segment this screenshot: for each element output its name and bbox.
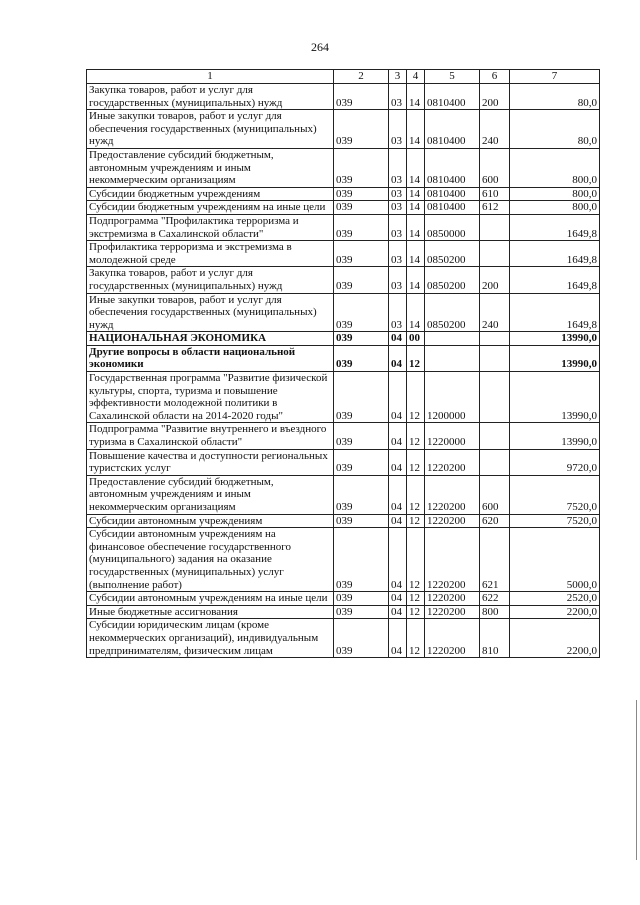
row-subsection-cell: 12 xyxy=(407,475,425,514)
row-subsection-cell: 12 xyxy=(407,423,425,449)
table-row xyxy=(87,345,600,371)
row-section-cell: 04 xyxy=(389,514,407,528)
table-row xyxy=(87,423,600,449)
table-row xyxy=(87,592,600,606)
row-amount-cell: 13990,0 xyxy=(510,423,600,449)
table-row xyxy=(87,514,600,528)
row-section-cell: 04 xyxy=(389,332,407,346)
row-subsection-cell: 12 xyxy=(407,372,425,423)
row-name-cell: Подпрограмма "Профилактика терроризма и экстремизма в Сахалинской области" xyxy=(87,214,334,240)
row-amount-cell: 7520,0 xyxy=(510,475,600,514)
header-cell: 1 xyxy=(87,70,334,84)
row-target-code-cell xyxy=(425,332,480,346)
row-section-cell: 04 xyxy=(389,423,407,449)
table-row xyxy=(87,372,600,423)
row-name-cell: Повышение качества и доступности региональных туристских услуг xyxy=(87,449,334,475)
budget-table xyxy=(86,69,600,658)
row-subsection-cell: 00 xyxy=(407,332,425,346)
table-row xyxy=(87,619,600,658)
table-row xyxy=(87,332,600,346)
row-expense-type-cell: 612 xyxy=(480,201,510,215)
row-section-cell: 03 xyxy=(389,187,407,201)
table-row xyxy=(87,449,600,475)
row-amount-cell: 1649,8 xyxy=(510,267,600,293)
row-code-cell: 039 xyxy=(334,619,389,658)
row-expense-type-cell: 800 xyxy=(480,605,510,619)
row-code-cell: 039 xyxy=(334,475,389,514)
row-name-cell: Закупка товаров, работ и услуг для государственных (муниципальных) нужд xyxy=(87,84,334,110)
row-subsection-cell: 12 xyxy=(407,528,425,592)
row-code-cell: 039 xyxy=(334,345,389,371)
row-amount-cell: 13990,0 xyxy=(510,345,600,371)
row-amount-cell: 5000,0 xyxy=(510,528,600,592)
header-cell: 3 xyxy=(389,70,407,84)
row-name-cell: Другие вопросы в области национальной экономики xyxy=(87,345,334,371)
row-target-code-cell: 1220200 xyxy=(425,619,480,658)
row-expense-type-cell: 240 xyxy=(480,110,510,149)
row-subsection-cell: 12 xyxy=(407,345,425,371)
row-amount-cell: 13990,0 xyxy=(510,332,600,346)
row-section-cell: 03 xyxy=(389,84,407,110)
row-name-cell: Государственная программа "Развитие физической культуры, спорта, туризма и повышение эффективности молодежной политики в Сахалинской области на 2014-2020 годы" xyxy=(87,372,334,423)
row-section-cell: 04 xyxy=(389,528,407,592)
row-section-cell: 03 xyxy=(389,214,407,240)
row-section-cell: 04 xyxy=(389,345,407,371)
row-section-cell: 03 xyxy=(389,293,407,332)
row-name-cell: Субсидии автономным учреждениям на иные цели xyxy=(87,592,334,606)
row-code-cell: 039 xyxy=(334,372,389,423)
row-expense-type-cell: 600 xyxy=(480,148,510,187)
row-expense-type-cell: 610 xyxy=(480,187,510,201)
row-amount-cell: 7520,0 xyxy=(510,514,600,528)
row-amount-cell: 2200,0 xyxy=(510,619,600,658)
row-subsection-cell: 12 xyxy=(407,592,425,606)
row-expense-type-cell: 200 xyxy=(480,267,510,293)
row-subsection-cell: 14 xyxy=(407,293,425,332)
page-number: 264 xyxy=(311,40,329,54)
row-target-code-cell: 1220200 xyxy=(425,605,480,619)
row-expense-type-cell xyxy=(480,372,510,423)
row-code-cell: 039 xyxy=(334,528,389,592)
row-code-cell: 039 xyxy=(334,267,389,293)
header-cell: 6 xyxy=(480,70,510,84)
row-expense-type-cell xyxy=(480,449,510,475)
row-subsection-cell: 12 xyxy=(407,514,425,528)
row-expense-type-cell: 240 xyxy=(480,293,510,332)
row-code-cell: 039 xyxy=(334,332,389,346)
row-target-code-cell: 1200000 xyxy=(425,372,480,423)
row-expense-type-cell xyxy=(480,423,510,449)
table-row xyxy=(87,201,600,215)
row-expense-type-cell: 600 xyxy=(480,475,510,514)
row-name-cell: Субсидии юридическим лицам (кроме некоммерческих организаций), индивидуальным предпринимателям, физическим лицам xyxy=(87,619,334,658)
row-target-code-cell xyxy=(425,345,480,371)
row-name-cell: Закупка товаров, работ и услуг для государственных (муниципальных) нужд xyxy=(87,267,334,293)
row-name-cell: Предоставление субсидий бюджетным, автономным учреждениям и иным некоммерческим организациям xyxy=(87,475,334,514)
row-target-code-cell: 1220200 xyxy=(425,514,480,528)
row-section-cell: 03 xyxy=(389,148,407,187)
row-subsection-cell: 14 xyxy=(407,84,425,110)
row-subsection-cell: 14 xyxy=(407,148,425,187)
row-target-code-cell: 0810400 xyxy=(425,148,480,187)
row-target-code-cell: 0810400 xyxy=(425,187,480,201)
row-amount-cell: 800,0 xyxy=(510,148,600,187)
row-expense-type-cell: 810 xyxy=(480,619,510,658)
row-name-cell: Профилактика терроризма и экстремизма в молодежной среде xyxy=(87,241,334,267)
table-row xyxy=(87,214,600,240)
table-row xyxy=(87,187,600,201)
row-code-cell: 039 xyxy=(334,293,389,332)
row-subsection-cell: 12 xyxy=(407,619,425,658)
table-row xyxy=(87,605,600,619)
scan-edge-mark xyxy=(636,700,637,860)
row-name-cell: Субсидии бюджетным учреждениям на иные цели xyxy=(87,201,334,215)
row-section-cell: 04 xyxy=(389,605,407,619)
row-subsection-cell: 14 xyxy=(407,201,425,215)
table-row xyxy=(87,110,600,149)
row-target-code-cell: 1220000 xyxy=(425,423,480,449)
row-code-cell: 039 xyxy=(334,187,389,201)
row-subsection-cell: 14 xyxy=(407,267,425,293)
row-amount-cell: 1649,8 xyxy=(510,214,600,240)
header-cell: 5 xyxy=(425,70,480,84)
row-code-cell: 039 xyxy=(334,201,389,215)
row-amount-cell: 80,0 xyxy=(510,110,600,149)
table-header-row xyxy=(87,70,600,84)
row-code-cell: 039 xyxy=(334,214,389,240)
row-expense-type-cell xyxy=(480,332,510,346)
row-expense-type-cell: 620 xyxy=(480,514,510,528)
row-amount-cell: 1649,8 xyxy=(510,241,600,267)
header-cell: 7 xyxy=(510,70,600,84)
row-target-code-cell: 0850200 xyxy=(425,267,480,293)
row-amount-cell: 9720,0 xyxy=(510,449,600,475)
row-subsection-cell: 14 xyxy=(407,187,425,201)
row-section-cell: 03 xyxy=(389,267,407,293)
row-section-cell: 03 xyxy=(389,201,407,215)
header-cell: 2 xyxy=(334,70,389,84)
table-row xyxy=(87,148,600,187)
row-subsection-cell: 12 xyxy=(407,605,425,619)
row-amount-cell: 800,0 xyxy=(510,201,600,215)
row-name-cell: Субсидии бюджетным учреждениям xyxy=(87,187,334,201)
row-expense-type-cell xyxy=(480,345,510,371)
row-code-cell: 039 xyxy=(334,449,389,475)
row-expense-type-cell: 200 xyxy=(480,84,510,110)
row-name-cell: Субсидии автономным учреждениям xyxy=(87,514,334,528)
row-target-code-cell: 1220200 xyxy=(425,475,480,514)
row-section-cell: 03 xyxy=(389,241,407,267)
row-amount-cell: 80,0 xyxy=(510,84,600,110)
row-target-code-cell: 1220200 xyxy=(425,528,480,592)
row-subsection-cell: 14 xyxy=(407,241,425,267)
row-target-code-cell: 1220200 xyxy=(425,449,480,475)
row-target-code-cell: 1220200 xyxy=(425,592,480,606)
row-section-cell: 03 xyxy=(389,110,407,149)
row-expense-type-cell: 622 xyxy=(480,592,510,606)
table-row xyxy=(87,241,600,267)
row-name-cell: Подпрограмма "Развитие внутреннего и въездного туризма в Сахалинской области" xyxy=(87,423,334,449)
row-name-cell: Иные бюджетные ассигнования xyxy=(87,605,334,619)
row-code-cell: 039 xyxy=(334,148,389,187)
row-amount-cell: 800,0 xyxy=(510,187,600,201)
row-expense-type-cell xyxy=(480,214,510,240)
row-subsection-cell: 12 xyxy=(407,449,425,475)
table-row xyxy=(87,293,600,332)
row-expense-type-cell xyxy=(480,241,510,267)
row-target-code-cell: 0810400 xyxy=(425,84,480,110)
row-code-cell: 039 xyxy=(334,514,389,528)
row-name-cell: НАЦИОНАЛЬНАЯ ЭКОНОМИКА xyxy=(87,332,334,346)
row-subsection-cell: 14 xyxy=(407,110,425,149)
table-row xyxy=(87,475,600,514)
row-expense-type-cell: 621 xyxy=(480,528,510,592)
header-cell: 4 xyxy=(407,70,425,84)
row-subsection-cell: 14 xyxy=(407,214,425,240)
row-amount-cell: 13990,0 xyxy=(510,372,600,423)
row-section-cell: 04 xyxy=(389,592,407,606)
row-code-cell: 039 xyxy=(334,110,389,149)
row-section-cell: 04 xyxy=(389,372,407,423)
table-row xyxy=(87,267,600,293)
table-row xyxy=(87,84,600,110)
row-amount-cell: 1649,8 xyxy=(510,293,600,332)
row-target-code-cell: 0850200 xyxy=(425,241,480,267)
row-amount-cell: 2200,0 xyxy=(510,605,600,619)
row-code-cell: 039 xyxy=(334,592,389,606)
row-target-code-cell: 0850200 xyxy=(425,293,480,332)
row-code-cell: 039 xyxy=(334,84,389,110)
table-row xyxy=(87,528,600,592)
row-section-cell: 04 xyxy=(389,475,407,514)
row-amount-cell: 2520,0 xyxy=(510,592,600,606)
row-name-cell: Предоставление субсидий бюджетным, автономным учреждениям и иным некоммерческим организациям xyxy=(87,148,334,187)
row-code-cell: 039 xyxy=(334,423,389,449)
row-code-cell: 039 xyxy=(334,241,389,267)
row-section-cell: 04 xyxy=(389,619,407,658)
row-target-code-cell: 0850000 xyxy=(425,214,480,240)
row-target-code-cell: 0810400 xyxy=(425,110,480,149)
row-code-cell: 039 xyxy=(334,605,389,619)
row-name-cell: Иные закупки товаров, работ и услуг для обеспечения государственных (муниципальных) нужд xyxy=(87,110,334,149)
row-name-cell: Иные закупки товаров, работ и услуг для обеспечения государственных (муниципальных) нужд xyxy=(87,293,334,332)
row-section-cell: 04 xyxy=(389,449,407,475)
row-name-cell: Субсидии автономным учреждениям на финансовое обеспечение государственного (муниципального) задания на оказание государственных (муниципальных) услуг (выполнение работ) xyxy=(87,528,334,592)
row-target-code-cell: 0810400 xyxy=(425,201,480,215)
